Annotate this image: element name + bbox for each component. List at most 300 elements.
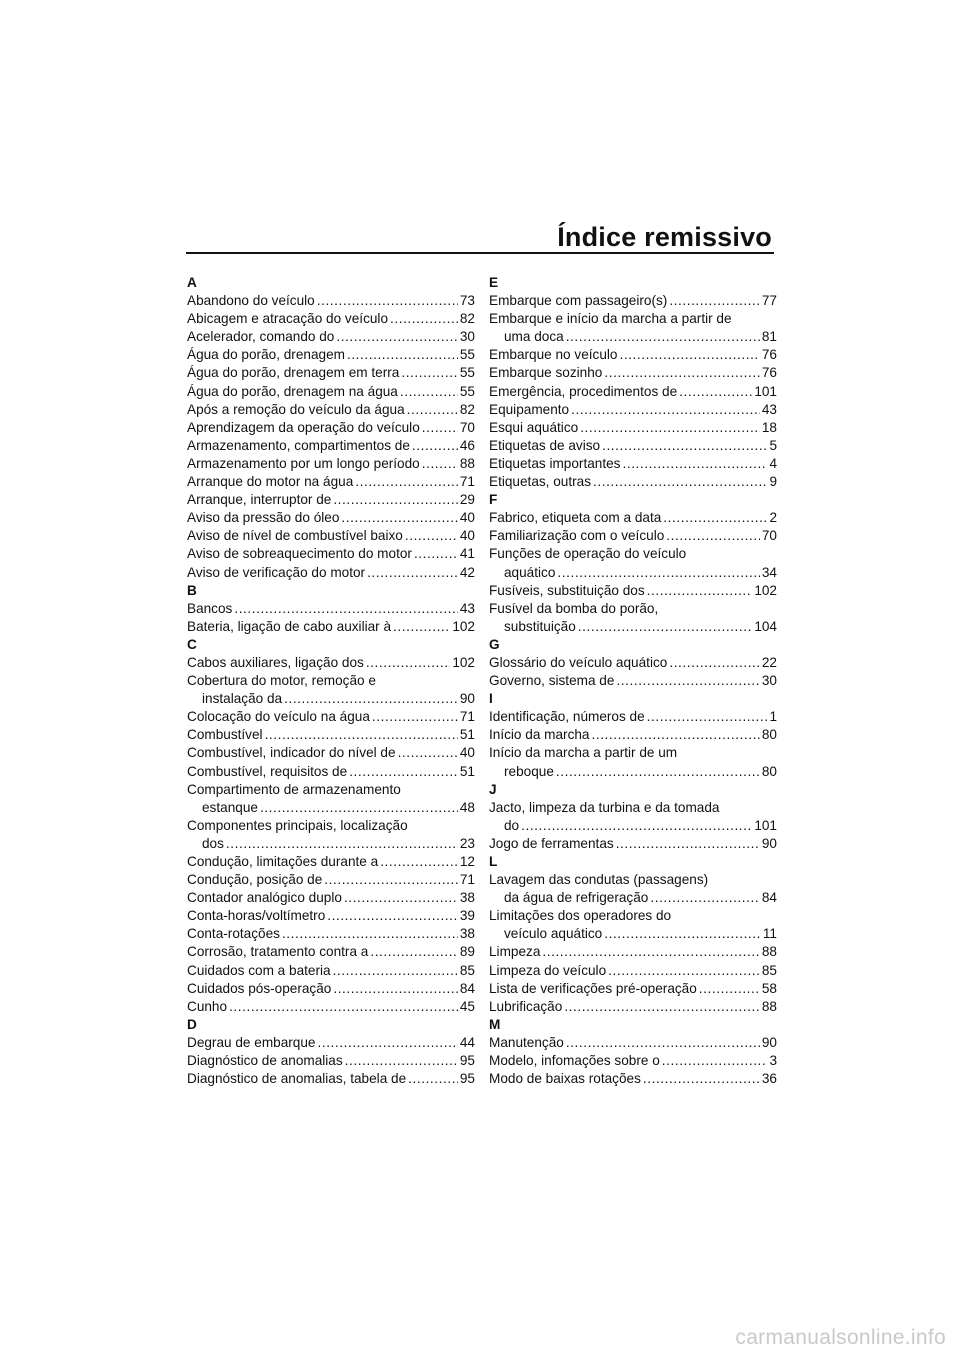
- dot-leader: [398, 744, 458, 762]
- index-entry-page-number: 88: [761, 944, 777, 960]
- index-entry-text: Esqui aquático: [489, 419, 579, 435]
- index-entry-page-number: 11: [762, 926, 777, 942]
- dot-leader: [602, 437, 767, 455]
- index-entry-page-number: 3: [769, 1053, 777, 1069]
- index-entry-page-number: 55: [459, 365, 475, 381]
- index-entry-text: Governo, sistema de: [489, 673, 615, 689]
- dot-leader: [347, 346, 458, 364]
- index-entry-page-number: 40: [459, 510, 475, 526]
- dot-leader: [566, 328, 760, 346]
- index-entry-page-number: 88: [761, 998, 777, 1014]
- index-entry-text: Jogo de ferramentas: [489, 835, 614, 851]
- dot-leader: [669, 292, 760, 310]
- index-entry-text-line1: Início da marcha a partir de um: [489, 745, 678, 761]
- index-entry-text: Embarque com passageiro(s): [489, 293, 668, 309]
- index-entry-page-number: 76: [761, 347, 777, 363]
- index-entry-page-number: 38: [459, 890, 475, 906]
- index-entry-page-number: 23: [459, 835, 475, 851]
- index-entry-page-number: 90: [761, 835, 777, 851]
- index-entry-text-line1: Componentes principais, localização: [187, 817, 408, 833]
- index-letter-heading: B: [187, 582, 197, 598]
- index-entry-text: Cuidados com a bateria: [187, 962, 331, 978]
- dot-leader: [349, 763, 458, 781]
- index-entry: [489, 310, 777, 346]
- index-letter-heading: D: [187, 1016, 197, 1032]
- index-entry: [489, 672, 777, 690]
- dot-leader: [393, 618, 450, 636]
- index-entry-text: Acelerador, comando do: [187, 329, 335, 345]
- index-entry: [489, 799, 777, 835]
- index-entry-text: Familiarização com o veículo: [489, 528, 665, 544]
- dot-leader: [592, 726, 760, 744]
- dot-leader: [422, 419, 458, 437]
- dot-leader: [317, 292, 458, 310]
- index-entry: [489, 726, 777, 744]
- index-entry-page-number: 80: [761, 727, 777, 743]
- dot-leader: [616, 835, 760, 853]
- index-entry-text: Embarque no veículo: [489, 347, 618, 363]
- index-entry: [187, 564, 475, 582]
- index-entry-text: dos: [202, 835, 224, 851]
- dot-leader: [336, 328, 458, 346]
- index-column-right: [489, 274, 777, 1088]
- index-entry: [489, 292, 777, 310]
- dot-leader: [699, 980, 760, 998]
- index-entry-text: Modo de baixas rotações: [489, 1071, 641, 1087]
- index-entry: [187, 1052, 475, 1070]
- index-entry-text: Fabrico, etiqueta com a data: [489, 510, 662, 526]
- index-entry: [489, 1052, 777, 1070]
- dot-leader: [571, 401, 760, 419]
- index-entry-text: Após a remoção do veículo da água: [187, 401, 405, 417]
- dot-leader: [647, 708, 768, 726]
- index-entry-text-line1: Jacto, limpeza da turbina e da tomada: [489, 799, 720, 815]
- index-entry-text: Combustível, requisitos de: [187, 763, 348, 779]
- index-letter-heading: C: [187, 636, 197, 652]
- index-entry-text: Glossário do veículo aquático: [489, 654, 668, 670]
- index-entry: [489, 346, 777, 364]
- index-entry-text: Arranque do motor na água: [187, 474, 354, 490]
- index-entry: [187, 401, 475, 419]
- dot-leader: [616, 672, 759, 690]
- dot-leader: [282, 925, 458, 943]
- index-entry: [489, 545, 777, 581]
- index-entry-page-number: 95: [459, 1053, 475, 1069]
- index-entry-text: Condução, posição de: [187, 872, 323, 888]
- index-entry-text: aquático: [504, 564, 556, 580]
- index-entry: [187, 763, 475, 781]
- index-entry-page-number: 102: [754, 582, 777, 598]
- index-entry-page-number: 34: [761, 564, 777, 580]
- index-entry-text: Bateria, ligação de cabo auxiliar à: [187, 618, 392, 634]
- index-letter-heading: F: [489, 492, 498, 508]
- index-entry-text: Abicagem e atracação do veículo: [187, 311, 389, 327]
- dot-leader: [662, 1052, 768, 1070]
- dot-leader: [604, 364, 760, 382]
- index-entry: [489, 962, 777, 980]
- index-entry: [187, 383, 475, 401]
- index-entry: [489, 509, 777, 527]
- index-entry-page-number: 81: [761, 329, 777, 345]
- index-entry-text: veículo aquático: [504, 926, 603, 942]
- index-entry: [187, 419, 475, 437]
- dot-leader: [390, 310, 458, 328]
- index-entry-text: Colocação do veículo na água: [187, 709, 370, 725]
- page-title: Índice remissivo: [557, 222, 772, 252]
- index-entry: [489, 907, 777, 943]
- index-entry-text: Limpeza: [489, 944, 541, 960]
- dot-leader: [370, 943, 458, 961]
- index-entry-page-number: 22: [761, 654, 777, 670]
- index-entry: [187, 943, 475, 961]
- index-entry-text: Conta-rotações: [187, 926, 280, 942]
- dot-leader: [333, 491, 458, 509]
- index-entry: [187, 962, 475, 980]
- dot-leader: [412, 437, 458, 455]
- dot-leader: [564, 998, 760, 1016]
- index-entry-page-number: 71: [459, 474, 475, 490]
- index-entry: [489, 654, 777, 672]
- index-entry-page-number: 55: [459, 347, 475, 363]
- index-entry-page-number: 70: [761, 528, 777, 544]
- index-entry-page-number: 71: [459, 709, 475, 725]
- index-entry-text: Combustível, indicador do nível de: [187, 745, 396, 761]
- dot-leader: [229, 998, 458, 1016]
- index-entry: [187, 998, 475, 1016]
- index-entry-text-line1: Lavagem das condutas (passagens): [489, 872, 709, 888]
- dot-leader: [643, 1070, 760, 1088]
- index-entry-page-number: 77: [761, 293, 777, 309]
- index-entry: [489, 998, 777, 1016]
- dot-leader: [345, 1052, 458, 1070]
- index-entry: [489, 943, 777, 961]
- index-entry: [187, 527, 475, 545]
- index-entry: [187, 781, 475, 817]
- index-entry-page-number: 58: [761, 980, 777, 996]
- dot-leader: [521, 817, 752, 835]
- index-entry: [187, 437, 475, 455]
- dot-leader: [647, 582, 753, 600]
- index-entry: [187, 491, 475, 509]
- index-entry: [187, 545, 475, 563]
- index-entry: [187, 817, 475, 853]
- dot-leader: [679, 383, 752, 401]
- dot-leader: [580, 419, 760, 437]
- index-entry: [489, 527, 777, 545]
- dot-leader: [556, 763, 760, 781]
- index-entry-text: Início da marcha: [489, 727, 590, 743]
- index-entry: [489, 419, 777, 437]
- index-entry-page-number: 4: [769, 455, 777, 471]
- index-entry: [489, 401, 777, 419]
- dot-leader: [650, 889, 760, 907]
- index-entry-page-number: 82: [459, 401, 475, 417]
- dot-leader: [400, 383, 458, 401]
- index-entry-page-number: 39: [459, 908, 475, 924]
- dot-leader: [284, 690, 458, 708]
- index-entry-text: da água de refrigeração: [504, 890, 649, 906]
- index-entry-text: Modelo, infomações sobre o: [489, 1053, 660, 1069]
- index-entry: [187, 618, 475, 636]
- index-entry-page-number: 82: [459, 311, 475, 327]
- index-entry-page-number: 9: [769, 474, 777, 490]
- index-entry-text: Lubrificação: [489, 998, 563, 1014]
- index-entry-page-number: 18: [761, 419, 777, 435]
- dot-leader: [367, 564, 458, 582]
- index-entry-page-number: 80: [761, 763, 777, 779]
- index-entry-text: Degrau de embarque: [187, 1034, 316, 1050]
- index-entry-page-number: 102: [452, 654, 475, 670]
- index-letter-heading: I: [489, 691, 493, 707]
- dot-leader: [608, 962, 760, 980]
- index-entry-page-number: 1: [769, 709, 777, 725]
- index-entry-page-number: 42: [459, 564, 475, 580]
- index-entry-page-number: 30: [761, 673, 777, 689]
- dot-leader: [372, 708, 458, 726]
- index-entry: [187, 1034, 475, 1052]
- index-entry-text: Diagnóstico de anomalias, tabela de: [187, 1071, 407, 1087]
- index-entry: [187, 871, 475, 889]
- index-entry-text: Combustível: [187, 727, 263, 743]
- index-entry-page-number: 40: [459, 745, 475, 761]
- index-entry-text: Emergência, procedimentos de: [489, 383, 678, 399]
- dot-leader: [380, 853, 458, 871]
- index-entry: [187, 473, 475, 491]
- dot-leader: [663, 509, 767, 527]
- index-entry: [187, 889, 475, 907]
- watermark: carmanualsonline.info: [735, 1326, 946, 1349]
- dot-leader: [341, 509, 457, 527]
- index-letter-heading: A: [187, 275, 197, 290]
- index-entry-page-number: 45: [459, 998, 475, 1014]
- index-entry-text: Fusíveis, substituição dos: [489, 582, 645, 598]
- index-entry-page-number: 36: [761, 1071, 777, 1087]
- index-entry-page-number: 70: [459, 419, 475, 435]
- dot-leader: [604, 925, 761, 943]
- index-entry-page-number: 51: [459, 727, 475, 743]
- index-entry-page-number: 5: [769, 437, 777, 453]
- dot-leader: [327, 907, 458, 925]
- index-entry-page-number: 43: [459, 600, 475, 616]
- index-entry-text: Etiquetas de aviso: [489, 437, 601, 453]
- dot-leader: [622, 455, 767, 473]
- index-entry: [187, 672, 475, 708]
- index-entry-text: Arranque, interruptor de: [187, 492, 332, 508]
- dot-leader: [265, 726, 458, 744]
- index-entry: [187, 980, 475, 998]
- index-entry-text: Bancos: [187, 600, 233, 616]
- index-entry-page-number: 90: [459, 691, 475, 707]
- index-entry: [489, 473, 777, 491]
- index-entry-page-number: 12: [459, 854, 475, 869]
- index-entry-text: Manutenção: [489, 1034, 564, 1050]
- index-entry-page-number: 90: [761, 1034, 777, 1050]
- index-entry-page-number: 71: [459, 872, 475, 888]
- index-entry-text-line1: Cobertura do motor, remoção e: [187, 673, 376, 689]
- index-entry: [187, 744, 475, 762]
- index-entry: [489, 871, 777, 907]
- dot-leader: [542, 943, 759, 961]
- index-entry-page-number: 48: [459, 799, 475, 815]
- index-entry-page-number: 40: [459, 528, 475, 544]
- index-entry: [489, 582, 777, 600]
- index-entry: [187, 364, 475, 382]
- index-entry: [187, 726, 475, 744]
- index-entry-text: Aviso de sobreaquecimento do motor: [187, 546, 412, 562]
- index-entry-page-number: 104: [754, 618, 777, 634]
- index-entry-text: do: [504, 817, 520, 833]
- index-entry: [489, 1070, 777, 1088]
- index-entry: [187, 925, 475, 943]
- index-letter-heading: L: [489, 854, 498, 869]
- index-entry-text: Cabos auxiliares, ligação dos: [187, 654, 364, 670]
- index-entry-page-number: 46: [459, 437, 475, 453]
- index-entry-text: Aviso de verificação do motor: [187, 564, 366, 580]
- index-entry-text: Armazenamento por um longo período: [187, 455, 420, 471]
- title-divider: [186, 252, 774, 254]
- index-letter-heading: M: [489, 1016, 501, 1032]
- index-entry: [187, 654, 475, 672]
- index-entry-text: Água do porão, drenagem: [187, 347, 345, 363]
- index-entry-page-number: 84: [761, 890, 777, 906]
- dot-leader: [407, 401, 458, 419]
- index-entry: [489, 600, 777, 636]
- index-entry-page-number: 38: [459, 926, 475, 942]
- index-entry: [187, 853, 475, 871]
- index-entry: [187, 346, 475, 364]
- index-entry-page-number: 88: [459, 455, 475, 471]
- index-entry-page-number: 84: [459, 980, 475, 996]
- index-entry: [489, 1034, 777, 1052]
- dot-leader: [226, 835, 458, 853]
- index-letter-heading: J: [489, 781, 497, 797]
- index-entry-text: estanque: [202, 799, 258, 815]
- index-entry-text: Embarque sozinho: [489, 365, 603, 381]
- index-entry: [187, 708, 475, 726]
- index-entry-page-number: 101: [754, 383, 777, 399]
- index-entry-text-line1: Compartimento de armazenamento: [187, 781, 401, 797]
- index-entry-text-line1: Fusível da bomba do porão,: [489, 600, 659, 616]
- index-entry: [187, 455, 475, 473]
- index-entry-text: Aprendizagem da operação do veículo: [187, 419, 420, 435]
- index-entry-text: Etiquetas, outras: [489, 474, 592, 490]
- index-entry-page-number: 43: [761, 401, 777, 417]
- index-entry-page-number: 89: [459, 944, 475, 960]
- index-entry-page-number: 29: [459, 492, 475, 508]
- index-entry: [489, 455, 777, 473]
- dot-leader: [333, 962, 458, 980]
- dot-leader: [366, 654, 450, 672]
- index-entry-page-number: 85: [761, 962, 777, 978]
- index-entry-page-number: 2: [769, 510, 777, 526]
- index-entry: [187, 600, 475, 618]
- index-entry-text: Limpeza do veículo: [489, 962, 607, 978]
- index-entry-text: Água do porão, drenagem em terra: [187, 365, 400, 381]
- dot-leader: [557, 564, 759, 582]
- index-entry: [187, 509, 475, 527]
- index-entry-text: Conta-horas/voltímetro: [187, 908, 326, 924]
- index-entry-page-number: 102: [452, 618, 475, 634]
- index-entry-text: Corrosão, tratamento contra a: [187, 944, 369, 960]
- dot-leader: [414, 545, 458, 563]
- dot-leader: [669, 654, 760, 672]
- index-letter-heading: G: [489, 636, 500, 652]
- index-entry-text: uma doca: [504, 329, 564, 345]
- index-entry-text: Lista de verificações pré-operação: [489, 980, 697, 996]
- dot-leader: [578, 618, 753, 636]
- index-entry: [187, 907, 475, 925]
- dot-leader: [333, 980, 458, 998]
- index-entry: [489, 835, 777, 853]
- index-entry-text: instalação da: [202, 691, 283, 707]
- dot-leader: [666, 527, 760, 545]
- dot-leader: [422, 455, 458, 473]
- dot-leader: [324, 871, 458, 889]
- dot-leader: [234, 600, 458, 618]
- index-entry: [187, 310, 475, 328]
- index-entry-page-number: 41: [459, 546, 475, 562]
- index-entry-text: Cunho: [187, 998, 228, 1014]
- index-entry-page-number: 44: [459, 1034, 475, 1050]
- index-entry: [489, 437, 777, 455]
- index-entry-text: Aviso de nível de combustível baixo: [187, 528, 403, 544]
- index-entry-text: Abandono do veículo: [187, 293, 315, 309]
- index-entry: [489, 364, 777, 382]
- index-entry-text: Condução, limitações durante a: [187, 854, 379, 869]
- index-entry-page-number: 76: [761, 365, 777, 381]
- index-entry-page-number: 51: [459, 763, 475, 779]
- dot-leader: [408, 1070, 458, 1088]
- index-entry-text: substituição: [504, 618, 576, 634]
- index-column-left: [187, 274, 475, 1088]
- dot-leader: [619, 346, 759, 364]
- index-entry-page-number: 101: [754, 817, 777, 833]
- index-entry-text-line1: Funções de operação do veículo: [489, 546, 687, 562]
- dot-leader: [317, 1034, 457, 1052]
- index-entry-text: Equipamento: [489, 401, 570, 417]
- index-entry: [187, 292, 475, 310]
- index-entry-text: Cuidados pós-operação: [187, 980, 332, 996]
- dot-leader: [405, 527, 458, 545]
- index-entry: [489, 383, 777, 401]
- index-entry-page-number: 95: [459, 1071, 475, 1087]
- dot-leader: [593, 473, 767, 491]
- dot-leader: [344, 889, 458, 907]
- dot-leader: [260, 799, 458, 817]
- index-entry-page-number: 85: [459, 962, 475, 978]
- index-entry-text: Contador analógico duplo: [187, 890, 342, 906]
- index-entry-text-line1: Limitações dos operadores do: [489, 908, 672, 924]
- index-entry-page-number: 55: [459, 383, 475, 399]
- index-entry-text: reboque: [504, 763, 554, 779]
- dot-leader: [566, 1034, 760, 1052]
- index-letter-heading: E: [489, 275, 499, 290]
- index-entry-text: Diagnóstico de anomalias: [187, 1053, 343, 1069]
- index-entry-text: Etiquetas importantes: [489, 455, 621, 471]
- index-entry: [489, 980, 777, 998]
- index-entry: [489, 744, 777, 780]
- index-entry-page-number: 73: [459, 293, 475, 309]
- index-entry-text-line1: Embarque e início da marcha a partir de: [489, 311, 732, 327]
- index-entry-page-number: 30: [459, 329, 475, 345]
- dot-leader: [401, 364, 458, 382]
- index-entry-text: Água do porão, drenagem na água: [187, 383, 398, 399]
- index-entry: [187, 1070, 475, 1088]
- index-entry: [489, 708, 777, 726]
- index-entry-text: Identificação, números de: [489, 709, 645, 725]
- index-entry-text: Armazenamento, compartimentos de: [187, 437, 410, 453]
- index-entry-text: Aviso da pressão do óleo: [187, 510, 340, 526]
